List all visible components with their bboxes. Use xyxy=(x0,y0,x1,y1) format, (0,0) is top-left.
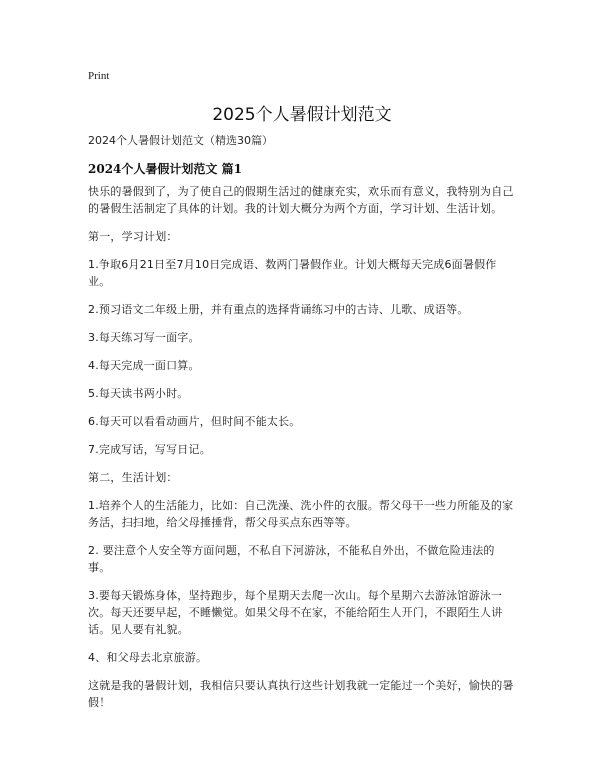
paragraph-study-plan-heading: 第一，学习计划： xyxy=(88,230,178,243)
document-body xyxy=(88,183,516,722)
document-subtitle: 2024个人暑假计划范文（精选30篇） xyxy=(88,134,273,147)
print-link[interactable]: Print xyxy=(88,70,110,82)
paragraph-life-plan-heading: 第二，生活计划： xyxy=(88,471,178,484)
paragraph-life-item-4: 4、和父母去北京旅游。 xyxy=(88,651,208,664)
section-heading: 2024个人暑假计划范文 篇1 xyxy=(88,162,242,176)
paragraph-intro: 快乐的暑假到了，为了使自己的假期生活过的健康充实，欢乐而有意义，我特别为自己的暑假生活制定了具体的计划。我的计划大概分为两个方面，学习计划、生活计划。 xyxy=(88,185,514,215)
paragraph-study-item-1: 1.争取6月21日至7月10日完成语、数两门暑假作业。计划大概每天完成6面暑假作业。 xyxy=(88,258,497,288)
paragraph-study-item-7: 7.完成写话，写写日记。 xyxy=(88,443,211,456)
document-title: 2025个人暑假计划范文 xyxy=(212,105,392,125)
paragraph-study-item-4: 4.每天完成一面口算。 xyxy=(88,359,200,372)
paragraph-life-item-1: 1.培养个人的生活能力，比如：自己洗澡、洗小件的衣服。帮父母干一些力所能及的家务活，扫扫地，给父母捶捶背，帮父母买点东西等等。 xyxy=(88,499,514,529)
paragraph-conclusion: 这就是我的暑假计划，我相信只要认真执行这些计划我就一定能过一个美好，愉快的暑假！ xyxy=(88,679,514,709)
paragraph-life-item-2: 2. 要注意个人安全等方面问题，不私自下河游泳，不能私自外出，不做危险违法的事。 xyxy=(88,544,495,574)
paragraph-study-item-2: 2.预习语文二年级上册，并有重点的选择背诵练习中的古诗、儿歌、成语等。 xyxy=(88,303,469,316)
paragraph-life-item-3: 3.要每天锻炼身体，坚持跑步，每个星期天去爬一次山。每个星期六去游泳馆游泳一次。每天还要早起，不睡懒觉。如果父母不在家，不能给陌生人开门，不跟陌生人讲话。见人要有礼貌。 xyxy=(88,589,503,636)
paragraph-study-item-5: 5.每天读书两小时。 xyxy=(88,387,189,400)
paragraph-study-item-6: 6.每天可以看看动画片，但时间不能太长。 xyxy=(88,415,301,428)
paragraph-study-item-3: 3.每天练习写一面字。 xyxy=(88,331,200,344)
